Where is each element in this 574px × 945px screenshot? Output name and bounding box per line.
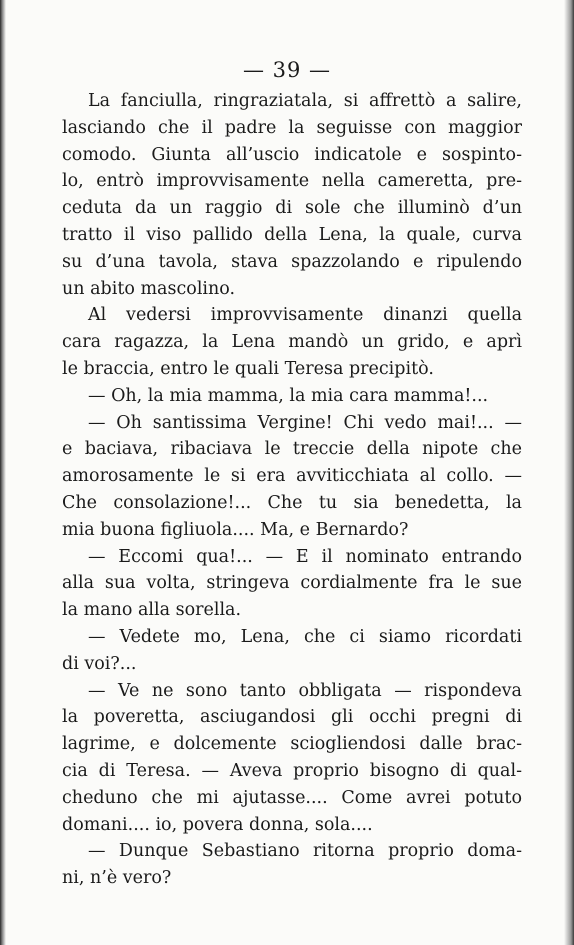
- text-line: cia di Teresa. — Aveva proprio bisogno di qual-: [62, 760, 522, 781]
- text-line: cara ragazza, la Lena mandò un grido, e aprì: [62, 332, 522, 353]
- text-line: — Eccomi qua!... — E il nominato entrando: [88, 546, 522, 567]
- text-line: comodo. Giunta all’uscio indicatole e sospinto-: [62, 144, 522, 165]
- text-line: lasciando che il padre la seguisse con maggior: [62, 117, 522, 138]
- text-line: la mano alla sorella.: [62, 600, 242, 621]
- text-line: alla sua volta, stringeva cordialmente fra le sue: [62, 573, 522, 594]
- text-line: Che consolazione!... Che tu sia benedetta, la: [62, 492, 522, 513]
- text-line: — Oh santissima Vergine! Chi vedo mai!... —: [88, 412, 522, 433]
- text-line: lagrime, e dolcemente sciogliendosi dalle brac-: [62, 734, 522, 755]
- text-line: tratto il viso pallido della Lena, la quale, curva: [62, 224, 522, 245]
- text-line: su d’una tavola, stava spazzolando e ripulendo: [62, 251, 522, 272]
- text-line: mia buona figliuola.... Ma, e Bernardo?: [62, 519, 409, 540]
- text-line: La fanciulla, ringraziatala, si affrettò a salire,: [88, 91, 522, 111]
- text-line: domani.... io, povera donna, sola....: [62, 814, 373, 835]
- text-line: — Oh, la mia mamma, la mia cara mamma!...: [88, 385, 489, 406]
- text-line: ni, n’è vero?: [62, 868, 172, 889]
- text-line: cheduno che mi ajutasse.... Come avrei potuto: [62, 787, 522, 808]
- text-line: la poveretta, asciugandosi gli occhi pregni di: [62, 707, 522, 728]
- text-line: e baciava, ribaciava le treccie della nipote che: [62, 439, 522, 460]
- page-body-text: [62, 88, 522, 892]
- page-edge-right: [564, 0, 574, 945]
- text-line: — Vedete mo, Lena, che ci siamo ricordati: [88, 626, 522, 647]
- text-line: ceduta da un raggio di sole che illuminò d’un: [62, 198, 522, 219]
- text-line: Al vedersi improvvisamente dinanzi quella: [88, 305, 522, 326]
- text-line: — Dunque Sebastiano ritorna proprio doma-: [88, 841, 522, 862]
- text-line: amorosamente le si era avviticchiata al collo. —: [62, 466, 522, 487]
- text-line: di voi?...: [62, 653, 137, 674]
- page-edge-left: [0, 0, 6, 945]
- page-number: — 39 —: [242, 58, 332, 82]
- text-line: le braccia, entro le quali Teresa precipitò.: [62, 358, 434, 379]
- text-line: un abito mascolino.: [62, 278, 236, 299]
- text-line: — Ve ne sono tanto obbligata — rispondeva: [88, 680, 522, 701]
- text-line: lo, entrò improvvisamente nella cameretta, pre-: [62, 171, 522, 192]
